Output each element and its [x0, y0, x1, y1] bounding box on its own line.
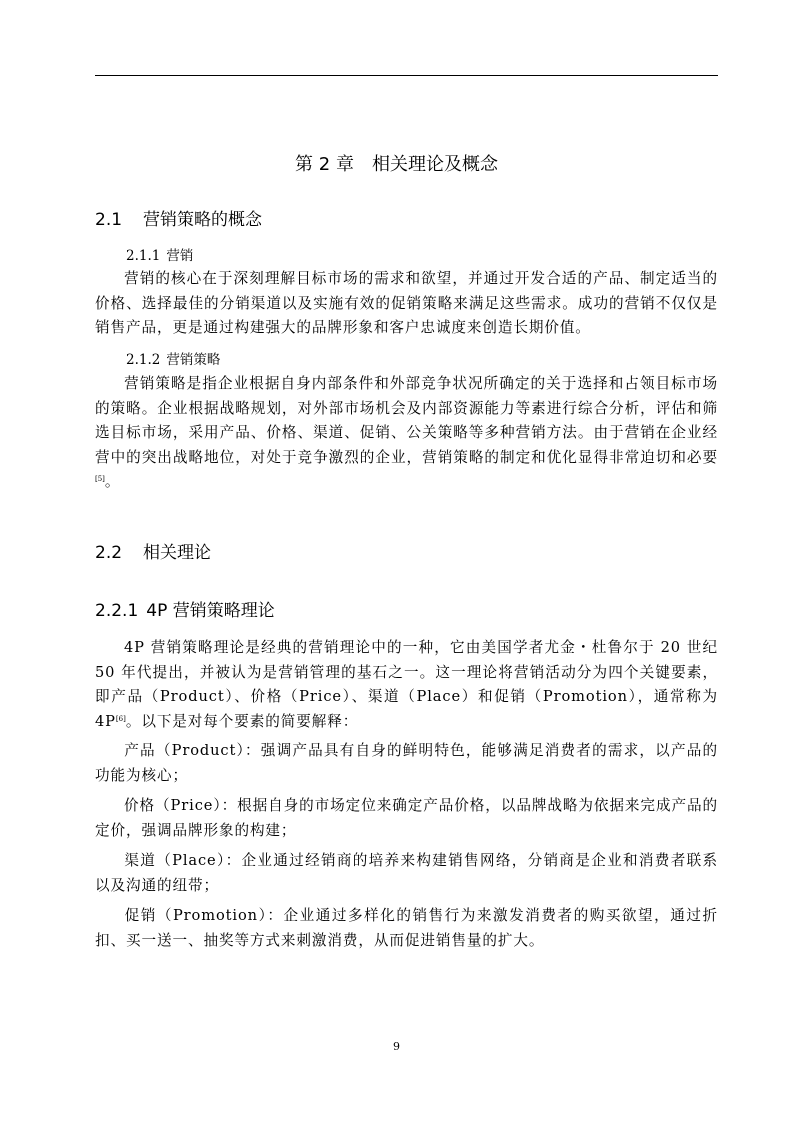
chapter-title	[0, 150, 793, 176]
subsection-number: 2.2.1	[95, 601, 139, 621]
section-number: 2.1	[95, 210, 123, 230]
paragraph-text-end: 。以下是对每个要素的简要解释：	[125, 712, 359, 730]
citation-5: [5]	[95, 475, 105, 483]
paragraph-4p-theory	[95, 636, 718, 734]
paragraph-marketing	[95, 267, 718, 341]
subsection-title: 4P 营销策略理论	[146, 601, 275, 621]
paragraph-place	[95, 849, 718, 898]
section-number: 2.2	[95, 543, 123, 563]
section-title: 营销策略的概念	[143, 210, 262, 230]
page-number: 9	[393, 1040, 400, 1053]
paragraph-price	[95, 794, 718, 843]
paragraph-text: 营销策略是指企业根据自身内部条件和外部竞争状况所确定的关于选择和占领目标市场的策略。企业根据战略规划，对外部市场机会及内部资源能力等素进行综合分析，评估和筛选目标市场，采用产品、价格、渠道、促销、公关策略等多种营销方法。由于营销在企业经营中的突出战略地位，对处于竞争激烈的企业，营销策略的制定和优化显得非常迫切和必要	[95, 375, 718, 466]
paragraph-text: 营销的核心在于深刻理解目标市场的需求和欲望，并通过开发合适的产品、制定适当的价格、选择最佳的分销渠道以及实施有效的促销策略来满足这些需求。成功的营销不仅仅是销售产品，更是通过构建强大的品牌形象和客户忠诚度来创造长期价值。	[95, 270, 718, 336]
header-rule	[95, 75, 718, 76]
subsection-heading-2-1-1	[126, 246, 193, 266]
subsection-number: 2.1.1	[126, 248, 161, 264]
subsection-heading-2-1-2	[126, 350, 220, 370]
chapter-number: 第 2 章	[295, 154, 354, 175]
paragraph-text: 渠道（Place）：企业通过经销商的培养来构建销售网络，分销商是企业和消费者联系以及沟通的纽带；	[95, 852, 718, 894]
chapter-title-text: 相关理论及概念	[371, 154, 498, 175]
paragraph-marketing-strategy	[95, 372, 718, 495]
section-title: 相关理论	[143, 543, 211, 563]
subsection-title: 营销	[166, 248, 194, 264]
paragraph-text: 4P 营销策略理论是经典的营销理论中的一种，它由美国学者尤金・杜鲁尔于 20 世纪 50 年代提出，并被认为是营销管理的基石之一。这一理论将营销活动分为四个关键要素，即产品（Product）、价格（Price）、渠道（Place）和促销（Promotion），通常称为 4P	[95, 639, 718, 730]
subsection-heading-2-2-1	[95, 600, 275, 622]
citation-6: [6]	[115, 714, 126, 723]
subsection-number: 2.1.2	[126, 352, 161, 368]
subsection-title: 营销策略	[166, 352, 221, 368]
paragraph-text: 促销（Promotion）：企业通过多样化的销售行为来激发消费者的购买欲望，通过折扣、买一送一、抽奖等方式来刺激消费，从而促进销售量的扩大。	[95, 907, 718, 949]
paragraph-text: 价格（Price）：根据自身的市场定位来确定产品价格，以品牌战略为依据来完成产品的定价，强调品牌形象的构建；	[95, 797, 718, 839]
section-heading-2-2	[95, 542, 211, 564]
paragraph-product	[95, 739, 718, 788]
paragraph-promotion	[95, 904, 718, 953]
section-heading-2-1	[95, 209, 262, 231]
paragraph-text-end: 。	[104, 473, 121, 490]
paragraph-text: 产品（Product）：强调产品具有自身的鲜明特色，能够满足消费者的需求，以产品的功能为核心；	[95, 742, 718, 784]
